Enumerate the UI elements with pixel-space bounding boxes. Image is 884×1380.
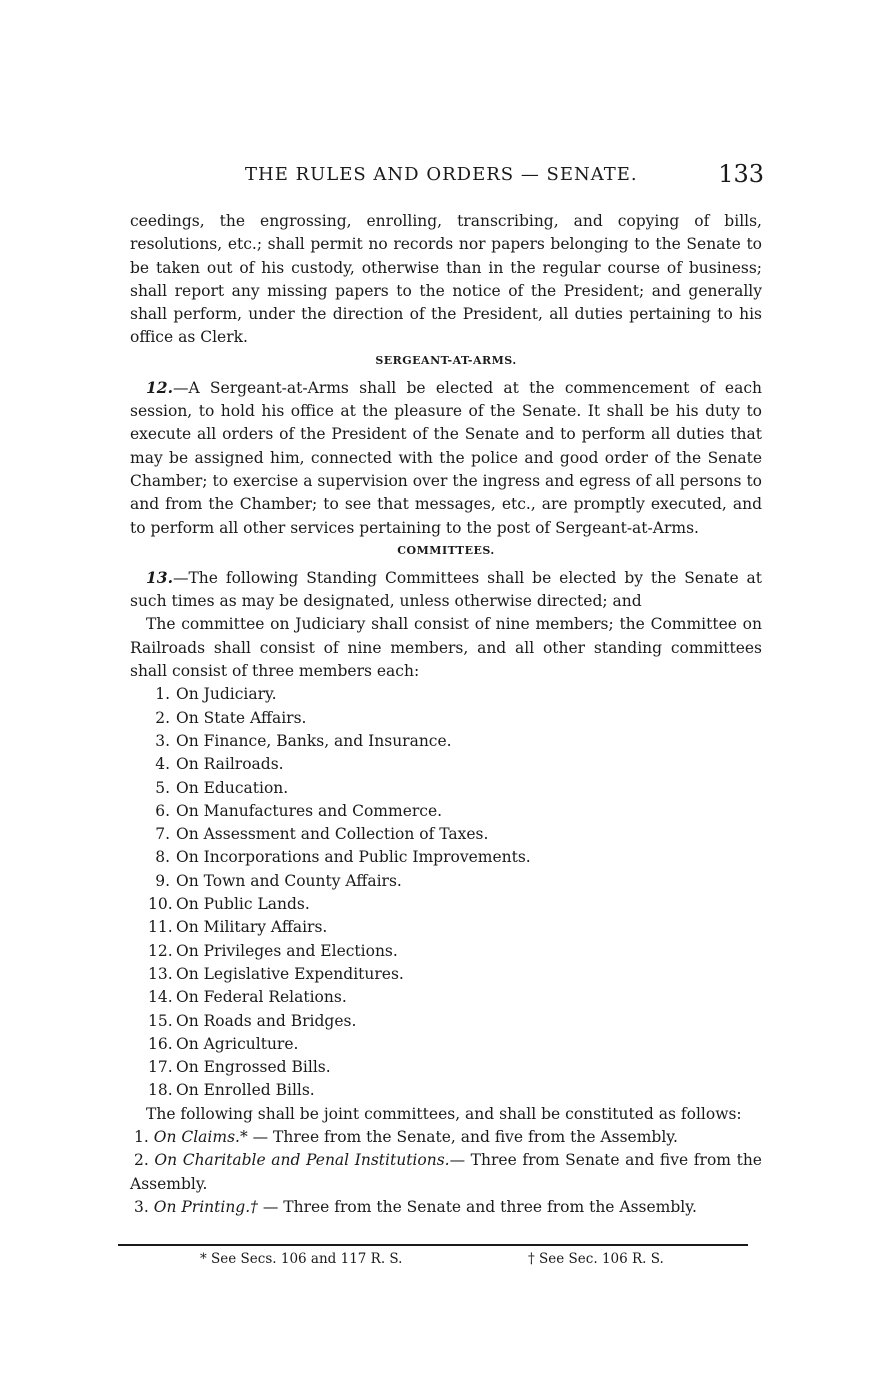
list-item-label: On Roads and Bridges. xyxy=(176,1011,357,1030)
joint-item-number: 3. xyxy=(134,1197,149,1216)
list-item-label: On Engrossed Bills. xyxy=(176,1058,331,1077)
list-item-label: On Manufactures and Commerce. xyxy=(176,801,443,820)
list-item-number: 11. xyxy=(148,918,173,937)
list-item xyxy=(130,846,762,869)
footnote-divider xyxy=(118,1244,748,1246)
list-item xyxy=(130,963,762,986)
joint-item-text: — Three from the Senate, and five from the Assembly. xyxy=(247,1127,678,1146)
joint-committee-item xyxy=(130,1149,762,1196)
list-item-label: On Town and County Affairs. xyxy=(176,871,402,890)
continuation-paragraph: ceedings, the engrossing, enrolling, transcribing, and copying of bills, resolutions, etc.; shall permit no records nor papers belonging to the Senate to be taken out of his custody, otherwise than in the regular course of business; shall report any missing papers to the notice of the President; and generally shall perform, under the direction of the President, all duties pertaining to his office as Clerk. xyxy=(130,212,762,347)
list-item-number: 12. xyxy=(148,941,173,960)
list-item-label: On Railroads. xyxy=(176,755,284,774)
joint-item-number: 2. xyxy=(134,1151,149,1170)
list-item xyxy=(130,777,762,800)
body-text xyxy=(130,210,762,1219)
list-item-label: On Incorporations and Public Improvements. xyxy=(176,848,531,867)
list-item xyxy=(130,1056,762,1079)
list-item xyxy=(130,730,762,753)
rule-number: 13. xyxy=(146,567,173,587)
list-item-label: On Enrolled Bills. xyxy=(176,1081,315,1100)
list-item-number: 3. xyxy=(155,731,170,750)
list-item xyxy=(130,683,762,706)
list-item-label: On Military Affairs. xyxy=(176,918,328,937)
footnotes xyxy=(118,1251,748,1275)
list-item-number: 13. xyxy=(148,964,173,983)
list-item xyxy=(130,800,762,823)
list-item xyxy=(130,893,762,916)
footnote-right: † See Sec. 106 R. S. xyxy=(528,1251,664,1267)
joint-committee-item xyxy=(130,1126,762,1149)
rule-12-paragraph xyxy=(130,376,762,540)
list-item xyxy=(130,753,762,776)
joint-item-name: On Printing.† xyxy=(153,1197,258,1216)
list-item-number: 16. xyxy=(148,1034,173,1053)
running-head xyxy=(120,160,770,194)
list-item-number: 10. xyxy=(148,895,173,914)
list-item-label: On Assessment and Collection of Taxes. xyxy=(176,825,489,844)
list-item-label: On State Affairs. xyxy=(176,708,307,727)
joint-item-text: — Three from Senate and five from the Assembly. xyxy=(130,1151,762,1193)
list-item-label: On Judiciary. xyxy=(176,685,277,704)
joint-committee-item xyxy=(130,1196,762,1219)
list-item-number: 17. xyxy=(148,1058,173,1077)
standing-committee-list xyxy=(130,683,762,1102)
section-heading-committees: COMMITTEES. xyxy=(397,543,495,557)
list-item-number: 4. xyxy=(155,755,170,774)
list-item xyxy=(130,986,762,1009)
joint-item-text: — Three from the Senate and three from the Assembly. xyxy=(257,1197,697,1216)
list-item xyxy=(130,870,762,893)
rule-13-paragraph xyxy=(130,566,762,614)
list-item-number: 9. xyxy=(155,871,170,890)
committee-composition-paragraph: The committee on Judiciary shall consist of nine members; the Committee on Railroads shall consist of nine members, and all other standing committees shall consist of three members each: xyxy=(130,615,762,681)
joint-item-name: On Charitable and Penal Institutions. xyxy=(154,1151,450,1170)
list-item-label: On Education. xyxy=(176,778,289,797)
list-item-label: On Legislative Expenditures. xyxy=(176,964,404,983)
list-item xyxy=(130,823,762,846)
joint-committees-intro: The following shall be joint committees, and shall be constituted as follows: xyxy=(146,1104,742,1123)
list-item-label: On Privileges and Elections. xyxy=(176,941,398,960)
joint-committee-list xyxy=(130,1126,762,1219)
list-item-number: 15. xyxy=(148,1011,173,1030)
list-item-label: On Agriculture. xyxy=(176,1034,299,1053)
list-item xyxy=(130,707,762,730)
section-heading-sergeant: SERGEANT-AT-ARMS. xyxy=(375,353,517,367)
list-item xyxy=(130,940,762,963)
list-item-label: On Public Lands. xyxy=(176,895,310,914)
list-item-label: On Federal Relations. xyxy=(176,988,347,1007)
list-item-number: 8. xyxy=(155,848,170,867)
footnote-left: * See Secs. 106 and 117 R. S. xyxy=(200,1251,403,1267)
joint-item-name: On Claims.* xyxy=(153,1127,248,1146)
list-item-number: 1. xyxy=(155,685,170,704)
list-item-label: On Finance, Banks, and Insurance. xyxy=(176,731,452,750)
rule-text: —A Sergeant-at-Arms shall be elected at the commencement of each session, to hold his office at the pleasure of the Senate. It shall be his duty to execute all orders of the President of the Senate and to perform all duties that may be assigned him, connected with the police and good order of the Senate Chamber; to exercise a supervision over the ingress and egress of all persons to and from the Chamber; to see that messages, etc., are promptly executed, and to perform all other services pertaining to the post of Sergeant-at-Arms. xyxy=(130,378,762,537)
list-item-number: 14. xyxy=(148,988,173,1007)
list-item-number: 18. xyxy=(148,1081,173,1100)
list-item xyxy=(130,1079,762,1102)
list-item xyxy=(130,1010,762,1033)
list-item-number: 6. xyxy=(155,801,170,820)
list-item xyxy=(130,916,762,939)
list-item-number: 5. xyxy=(155,778,170,797)
list-item-number: 2. xyxy=(155,708,170,727)
running-title: THE RULES AND ORDERS — SENATE. xyxy=(245,164,638,185)
rule-text: —The following Standing Committees shall be elected by the Senate at such times as may be designated, unless otherwise directed; and xyxy=(130,568,762,611)
list-item-number: 7. xyxy=(155,825,170,844)
page-number: 133 xyxy=(718,160,764,188)
list-item xyxy=(130,1033,762,1056)
rule-number: 12. xyxy=(146,377,173,397)
joint-item-number: 1. xyxy=(134,1127,149,1146)
